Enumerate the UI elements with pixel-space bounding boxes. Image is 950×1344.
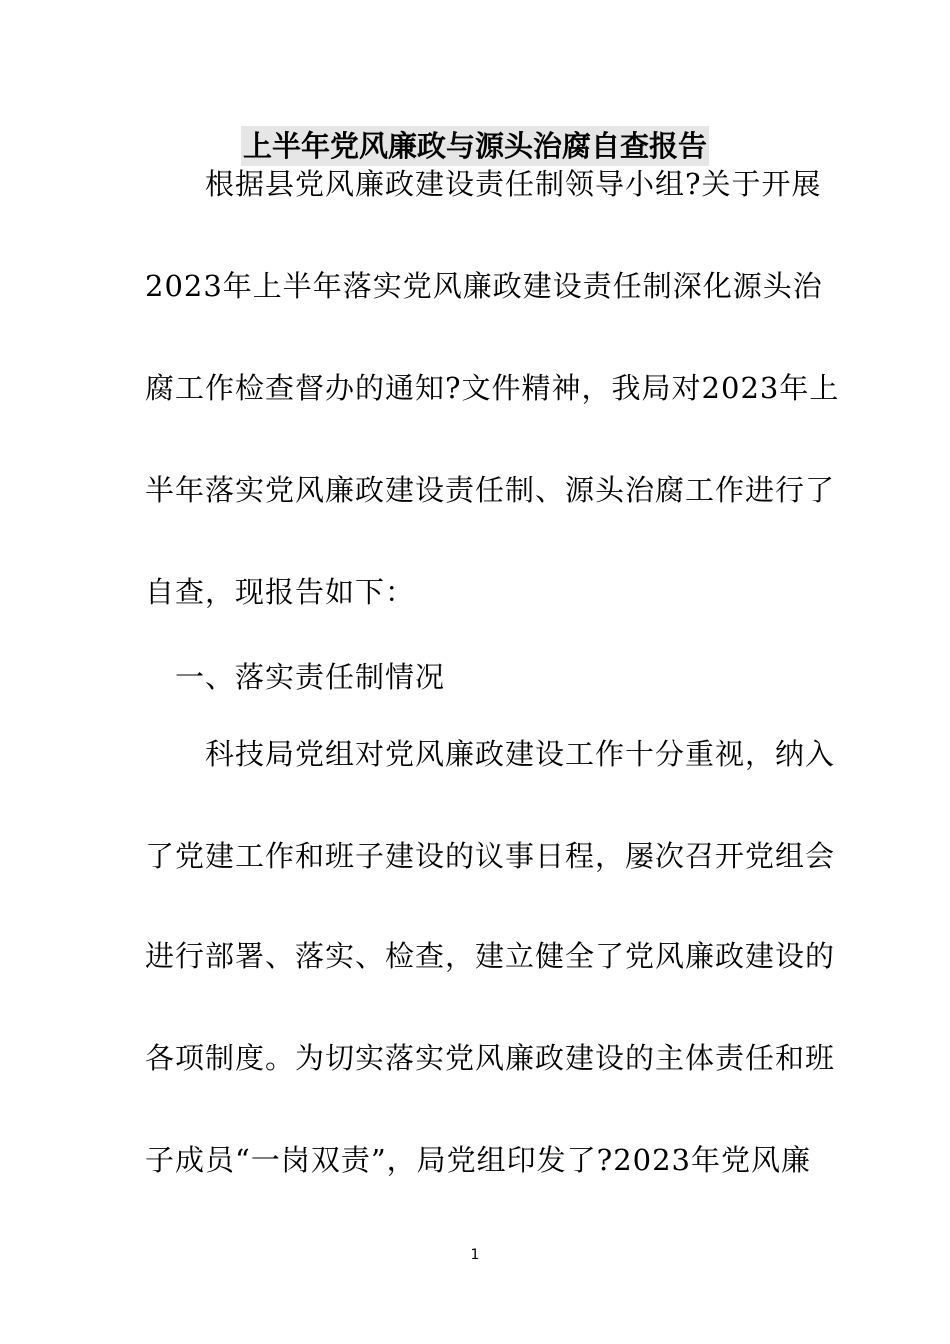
paragraph-line: 了党建工作和班子建设的议事日程，屡次召开党组会 (145, 839, 836, 873)
paragraph-line: 根据县党风廉政建设责任制领导小组?关于开展 (145, 167, 822, 201)
paragraph-line: 各项制度。为切实落实党风廉政建设的主体责任和班 (145, 1041, 836, 1075)
section-heading: 一、落实责任制情况 (145, 660, 446, 694)
page-number: 1 (470, 1247, 480, 1263)
paragraph-line: 半年落实党风廉政建设责任制、源头治腐工作进行了 (145, 473, 836, 507)
paragraph-line: 自查，现报告如下： (145, 575, 416, 609)
paragraph-line: 科技局党组对党风廉政建设工作十分重视，纳入 (145, 737, 836, 771)
paragraph-line: 2023年上半年落实党风廉政建设责任制深化源头治 (145, 269, 823, 303)
document-title-text: 上半年党风廉政与源头治腐自查报告 (241, 126, 709, 166)
paragraph-line: 进行部署、落实、检查，建立健全了党风廉政建设的 (145, 939, 836, 973)
paragraph-line: 腐工作检查督办的通知?文件精神，我局对2023年上 (145, 371, 840, 405)
paragraph-line: 子成员“一岗双责”，局党组印发了?2023年党风廉 (145, 1143, 812, 1177)
